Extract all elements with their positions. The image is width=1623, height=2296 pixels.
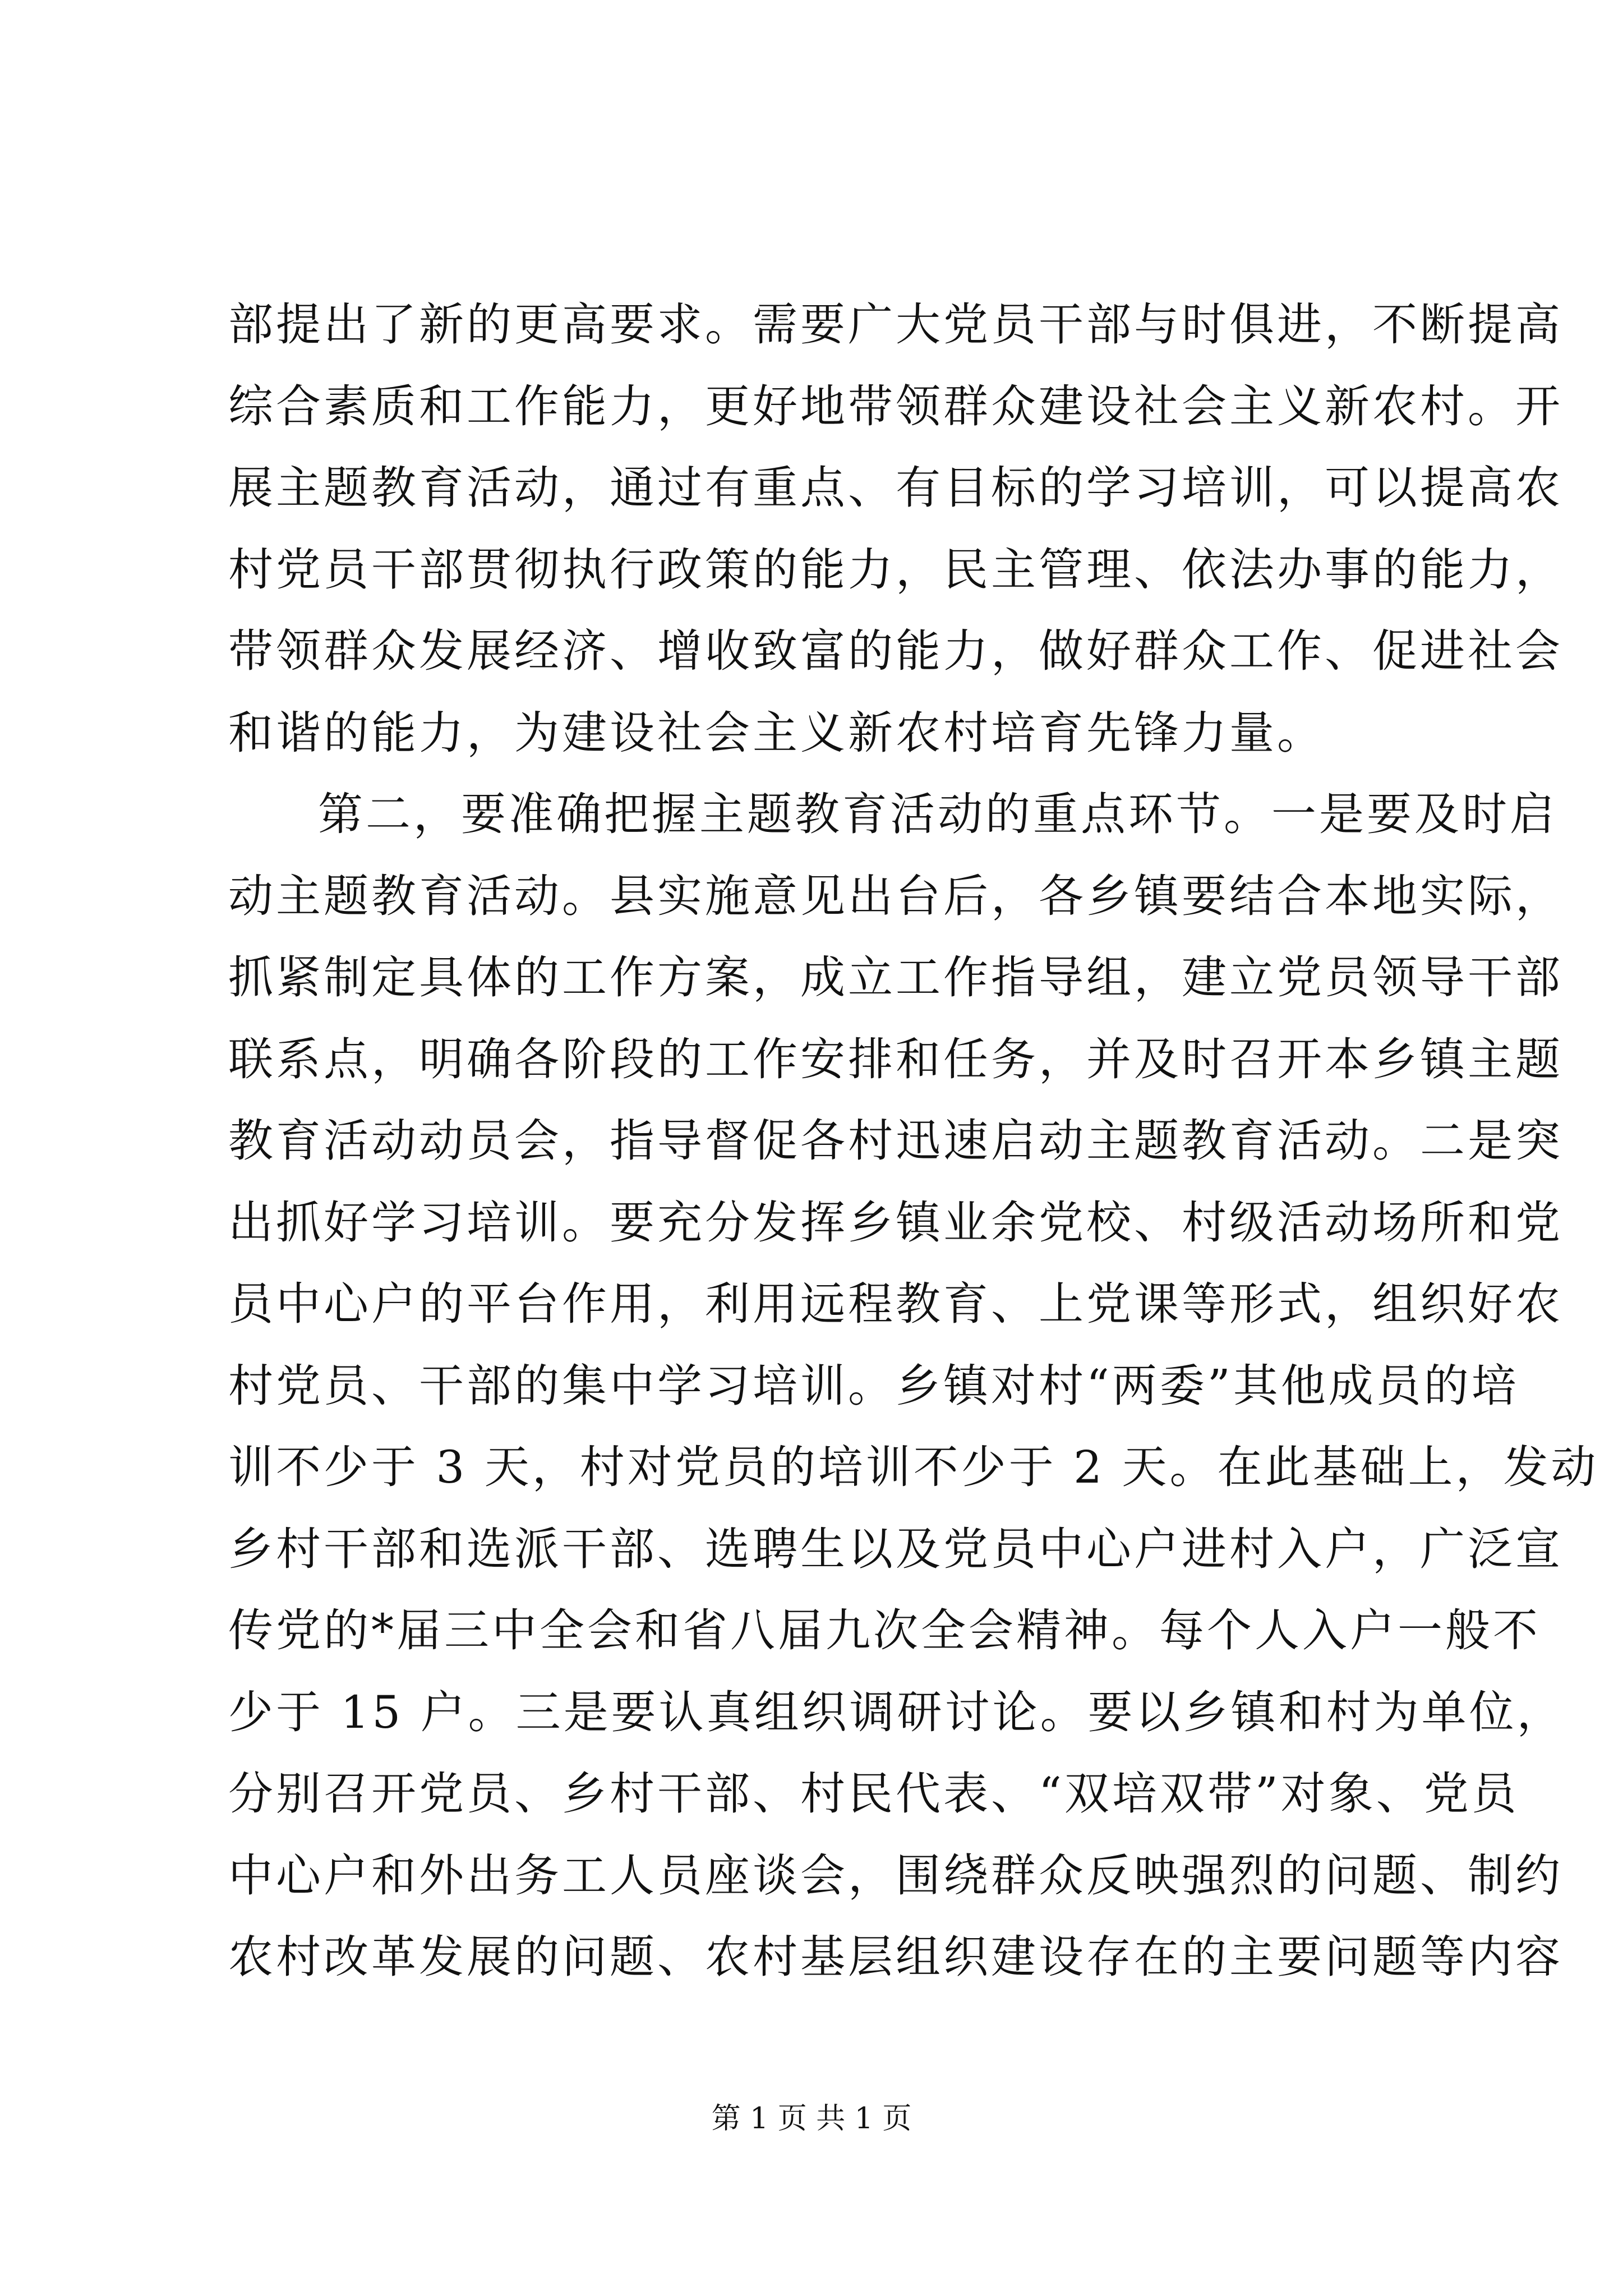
text-line: 分别召开党员、乡村干部、村民代表、“双培双带”对象、党员 xyxy=(228,1768,1519,1820)
text-line: 少于 15 户。三是要认真组织调研讨论。要以乡镇和村为单位， xyxy=(228,1686,1565,1738)
text-line: 抓紧制定具体的工作方案，成立工作指导组，建立党员领导干部 xyxy=(228,951,1563,1004)
text-line: 部提出了新的更高要求。需要广大党员干部与时俱进，不断提高 xyxy=(228,298,1563,351)
page-footer xyxy=(0,2099,1623,2138)
text-line: 农村改革发展的问题、农村基层组织建设存在的主要问题等内容 xyxy=(228,1931,1563,1983)
text-line: 员中心户的平台作用，利用远程教育、上党课等形式，组织好农 xyxy=(228,1278,1563,1330)
document-body xyxy=(228,284,1599,1998)
text-line: 展主题教育活动，通过有重点、有目标的学习培训，可以提高农 xyxy=(228,462,1563,514)
text-line: 带领群众发展经济、增收致富的能力，做好群众工作、促进社会 xyxy=(228,625,1563,677)
text-line: 村党员、干部的集中学习培训。乡镇对村“两委”其他成员的培 xyxy=(228,1359,1519,1412)
text-line: 村党员干部贯彻执行政策的能力，民主管理、依法办事的能力， xyxy=(228,543,1563,596)
text-line: 联系点，明确各阶段的工作安排和任务，并及时召开本乡镇主题 xyxy=(228,1033,1563,1085)
text-line: 乡村干部和选派干部、选聘生以及党员中心户进村入户，广泛宣 xyxy=(228,1522,1563,1575)
text-line: 教育活动动员会，指导督促各村迅速启动主题教育活动。二是突 xyxy=(228,1115,1563,1167)
text-line: 综合素质和工作能力，更好地带领群众建设社会主义新农村。开 xyxy=(228,380,1563,432)
text-line: 中心户和外出务工人员座谈会，围绕群众反映强烈的问题、制约 xyxy=(228,1849,1563,1902)
text-line: 传党的*届三中全会和省八届九次全会精神。每个人入户一般不 xyxy=(228,1604,1541,1657)
text-line: 和谐的能力，为建设社会主义新农村培育先锋力量。 xyxy=(228,706,1325,759)
text-line: 出抓好学习培训。要充分发挥乡镇业余党校、村级活动场所和党 xyxy=(228,1196,1563,1249)
text-line: 动主题教育活动。县实施意见出台后，各乡镇要结合本地实际， xyxy=(228,869,1563,922)
page-number-label: 第 1 页 共 1 页 xyxy=(711,2102,912,2136)
paragraph-start-line: 第二，要准确把握主题教育活动的重点环节。一是要及时启 xyxy=(318,788,1557,840)
text-line: 训不少于 3 天，村对党员的培训不少于 2 天。在此基础上，发动 xyxy=(228,1441,1599,1493)
